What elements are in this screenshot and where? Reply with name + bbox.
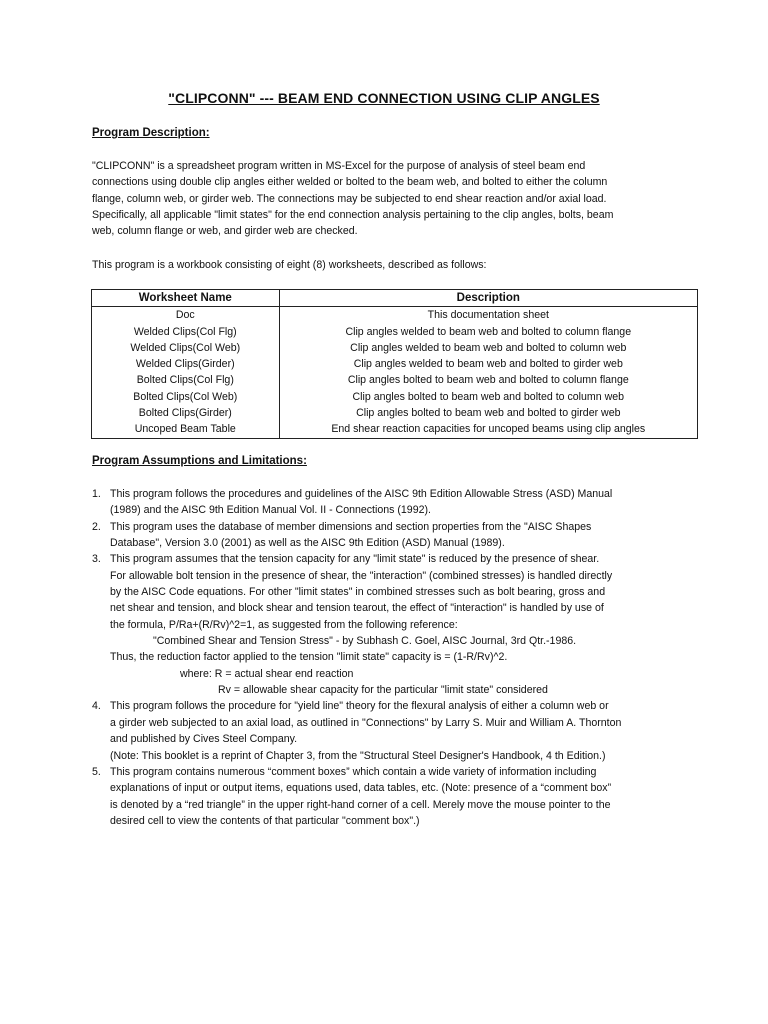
description-cell: Clip angles bolted to beam web and bolted to column flange (279, 372, 697, 388)
worksheet-name-cell: Uncoped Beam Table (92, 421, 280, 438)
list-text: Rv = allowable shear capacity for the particular "limit state" considered (218, 684, 548, 697)
description-cell: Clip angles bolted to beam web and bolted to girder web (279, 405, 697, 421)
list-item-line (92, 748, 692, 764)
worksheet-name-cell: Welded Clips(Col Web) (92, 340, 280, 356)
description-cell: This documentation sheet (279, 307, 697, 324)
list-number: 5. (92, 765, 101, 778)
list-item-line (92, 764, 692, 780)
worksheet-table (91, 289, 698, 439)
list-text: is denoted by a “red triangle” in the upper right-hand corner of a cell. Merely move the mouse pointer to the (110, 798, 611, 811)
list-item-line (92, 666, 692, 682)
workbook-intro (92, 257, 672, 273)
table-row (92, 405, 698, 421)
program-description-heading: Program Description: (92, 127, 210, 139)
description-line: web, column flange or web, and girder web are checked. (92, 225, 358, 238)
description-cell: Clip angles welded to beam web and bolted to girder web (279, 356, 697, 372)
list-item-line (92, 731, 692, 747)
list-item-line (92, 715, 692, 731)
list-item-line (92, 535, 692, 551)
list-item-line (92, 698, 692, 714)
list-text: "Combined Shear and Tension Stress" - by Subhash C. Goel, AISC Journal, 3rd Qtr.-1986. (153, 635, 577, 648)
list-item-line (92, 519, 692, 535)
list-text: This program contains numerous “comment boxes” which contain a wide variety of information including (110, 765, 597, 778)
list-item-line (92, 568, 692, 584)
table-row (92, 340, 698, 356)
list-item-line (92, 797, 692, 813)
worksheet-name-cell: Bolted Clips(Col Web) (92, 389, 280, 405)
list-text: Database", Version 3.0 (2001) as well as the AISC 9th Edition (ASD) Manual (1989). (110, 537, 505, 550)
worksheet-name-cell: Doc (92, 307, 280, 324)
list-number: 1. (92, 488, 101, 500)
assumptions-heading: Program Assumptions and Limitations: (92, 455, 307, 467)
list-item-line (92, 600, 692, 616)
description-cell: End shear reaction capacities for uncoped beams using clip angles (279, 421, 697, 438)
table-row (92, 421, 698, 438)
description-cell: Clip angles welded to beam web and bolted to column web (279, 340, 697, 356)
list-item-line (92, 551, 692, 567)
page-title: "CLIPCONN" --- BEAM END CONNECTION USING CLIP ANGLES (168, 90, 600, 106)
assumptions-list (92, 486, 692, 829)
list-text: explanations of input or output items, equations used, data tables, etc. (Note: presence of a “comment box” (110, 782, 612, 795)
list-text: (1989) and the AISC 9th Edition Manual Vol. II - Connections (1992). (110, 504, 431, 517)
workbook-intro-text: This program is a workbook consisting of eight (8) worksheets, described as follows: (92, 259, 487, 271)
list-item-line (92, 682, 692, 698)
program-description-paragraph (92, 158, 672, 239)
list-text: by the AISC Code equations. For other "limit states" in combined stresses such as bolt bearing, gross and (110, 586, 606, 599)
list-number: 4. (92, 700, 101, 713)
list-item-line (92, 649, 692, 665)
worksheet-name-cell: Welded Clips(Girder) (92, 356, 280, 372)
list-item-line (92, 486, 692, 502)
table-row (92, 356, 698, 372)
worksheet-name-cell: Bolted Clips(Col Flg) (92, 372, 280, 388)
list-text: For allowable bolt tension in the presence of shear, the "interaction" (combined stresses) is handled directly (110, 569, 613, 582)
table-row (92, 324, 698, 340)
list-text: (Note: This booklet is a reprint of Chapter 3, from the "Structural Steel Designer's Handbook, 4 th Edition.) (110, 749, 606, 762)
description-header: Description (279, 290, 697, 307)
list-number: 2. (92, 520, 101, 533)
description-line: Specifically, all applicable "limit states" for the end connection analysis pertaining to the clip angles, bolts, beam (92, 208, 614, 221)
list-text: Thus, the reduction factor applied to the tension "limit state" capacity is = (1-R/Rv)^2. (110, 651, 508, 664)
table-row (92, 389, 698, 405)
list-number: 3. (92, 553, 101, 566)
list-text: This program uses the database of member dimensions and section properties from the "AISC Shapes (110, 520, 592, 533)
list-text: and published by Cives Steel Company. (110, 733, 298, 746)
table-row (92, 372, 698, 388)
list-text: the formula, P/Ra+(R/Rv)^2=1, as suggested from the following reference: (110, 618, 458, 631)
list-item-line (92, 813, 692, 829)
list-item-line (92, 502, 692, 518)
worksheet-table-header-row (92, 290, 698, 307)
list-text: net shear and tension, and block shear and tension tearout, the effect of "interaction" is handled by use of (110, 602, 604, 615)
list-item-line (92, 617, 692, 633)
list-text: This program assumes that the tension capacity for any "limit state" is reduced by the presence of shear. (110, 553, 600, 566)
table-row (92, 307, 698, 324)
description-line: flange, column web, or girder web. The connections may be subjected to end shear reaction and/or axial load. (92, 192, 607, 205)
list-text: This program follows the procedures and guidelines of the AISC 9th Edition Allowable Stress (ASD) Manual (110, 488, 613, 500)
worksheet-name-header: Worksheet Name (92, 290, 280, 307)
list-item-line (92, 584, 692, 600)
list-text: desired cell to view the contents of that particular "comment box".) (110, 814, 420, 827)
description-line: connections using double clip angles either welded or bolted to the beam web, and bolted to either the column (92, 176, 608, 189)
description-line: "CLIPCONN" is a spreadsheet program written in MS-Excel for the purpose of analysis of steel beam end (92, 160, 586, 172)
list-text: This program follows the procedure for "yield line" theory for the flexural analysis of either a column web or (110, 700, 609, 713)
list-text: a girder web subjected to an axial load, as outlined in "Connections" by Larry S. Muir and William A. Thornton (110, 716, 622, 729)
description-cell: Clip angles bolted to beam web and bolted to column web (279, 389, 697, 405)
list-item-line (92, 633, 692, 649)
worksheet-name-cell: Bolted Clips(Girder) (92, 405, 280, 421)
list-text: where: R = actual shear end reaction (180, 667, 354, 680)
description-cell: Clip angles welded to beam web and bolted to column flange (279, 324, 697, 340)
worksheet-name-cell: Welded Clips(Col Flg) (92, 324, 280, 340)
list-item-line (92, 780, 692, 796)
